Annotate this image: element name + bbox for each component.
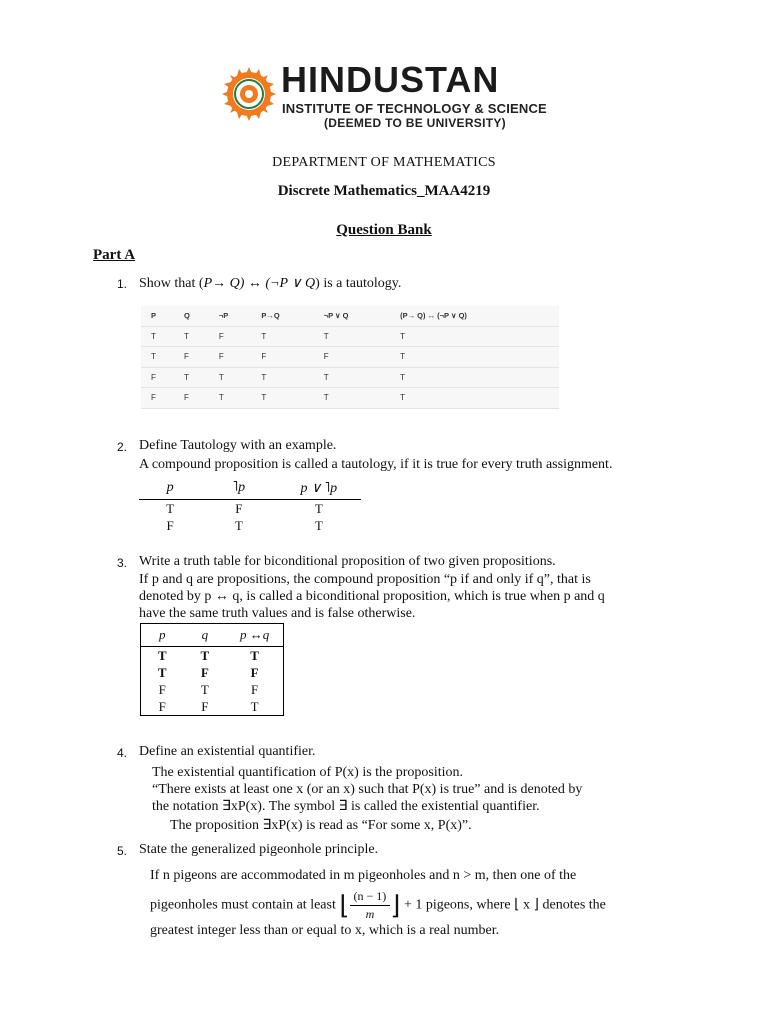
table-cell: T	[141, 326, 174, 347]
table-cell: T	[314, 517, 323, 533]
table-cell: T	[157, 647, 167, 663]
table-cell: T	[174, 367, 209, 388]
brand-name: HINDUSTAN	[281, 59, 500, 100]
answer-5-line-1: If n pigeons are accommodated in m pigeonholes and n > m, then one of the	[150, 868, 577, 883]
table-cell: T	[234, 517, 243, 533]
question-number-1: 1.	[117, 277, 128, 291]
table-cell: T	[174, 326, 209, 347]
table-header-row	[141, 624, 284, 647]
table-header: q	[183, 624, 226, 647]
table-row	[141, 388, 559, 409]
question-4: Define an existential quantifier.	[139, 744, 316, 759]
table-header: ¬P ∨ Q	[314, 306, 390, 326]
table-cell: T	[314, 500, 323, 516]
answer-5-line-2b: + 1 pigeons, where ⌊ x ⌋ denotes the	[403, 897, 606, 913]
section-heading: Part A	[93, 247, 136, 263]
brand-subtitle: INSTITUTE OF TECHNOLOGY & SCIENCE	[282, 101, 547, 116]
table-cell: T	[250, 647, 259, 663]
table-header: p ↔q	[226, 624, 283, 647]
question-1-post: ) is a tautology.	[315, 276, 402, 291]
table-cell: T	[390, 388, 559, 409]
table-row	[139, 500, 361, 518]
question-5: State the generalized pigeonhole principle.	[139, 842, 379, 857]
table-row	[139, 517, 361, 534]
answer-4-line-1: The existential quantification of P(x) is the proposition.	[152, 765, 464, 780]
table-cell: F	[141, 388, 174, 409]
table-cell: F	[251, 681, 259, 697]
table-cell: T	[200, 681, 209, 697]
table-cell: F	[250, 664, 259, 680]
table-cell: T	[250, 698, 259, 714]
question-1-expr: P→ Q) ↔ (¬P ∨ Q	[203, 276, 316, 291]
answer-5-line-2	[150, 888, 606, 923]
table-header: p ∨ ˥p	[277, 477, 361, 500]
answer-3-line-3: have the same truth values and is false otherwise.	[139, 606, 416, 621]
table-cell: T	[390, 367, 559, 388]
truth-table-1	[141, 306, 559, 409]
table-header: p	[139, 477, 201, 500]
table-header: P→Q	[251, 306, 313, 326]
table-cell: F	[174, 388, 209, 409]
table-header: p	[141, 624, 184, 647]
fraction	[350, 888, 391, 923]
table-cell: T	[251, 367, 313, 388]
table-cell: F	[158, 698, 166, 714]
table-cell: F	[314, 347, 390, 368]
department-title: DEPARTMENT OF MATHEMATICS	[272, 155, 496, 170]
table-cell: T	[314, 326, 390, 347]
table-header-row	[139, 477, 361, 500]
truth-table-2	[139, 477, 361, 534]
course-title: Discrete Mathematics_MAA4219	[277, 183, 491, 199]
table-cell: T	[390, 326, 559, 347]
table-cell: T	[157, 664, 167, 680]
table-row	[141, 664, 284, 681]
answer-5-line-3: greatest integer less than or equal to x, which is a real number.	[150, 923, 500, 938]
truth-table-3	[140, 623, 284, 716]
table-cell: F	[141, 367, 174, 388]
table-cell: F	[209, 326, 252, 347]
table-header: Q	[174, 306, 209, 326]
table-cell: T	[251, 326, 313, 347]
table-header-row	[141, 306, 559, 326]
table-row	[141, 647, 284, 665]
table-cell: F	[158, 681, 166, 697]
right-floor-bracket-icon: ⌋	[390, 891, 401, 920]
brand-subtitle-2: (DEEMED TO BE UNIVERSITY)	[324, 116, 506, 130]
table-cell: F	[166, 517, 174, 533]
question-1-pre: Show that (	[139, 276, 204, 291]
table-cell: F	[201, 698, 209, 714]
table-cell: T	[166, 500, 175, 516]
fraction-denominator: m	[365, 907, 375, 921]
table-cell: T	[314, 367, 390, 388]
question-number-4: 4.	[117, 746, 128, 760]
table-cell: T	[314, 388, 390, 409]
table-cell: T	[141, 347, 174, 368]
table-cell: F	[200, 664, 209, 680]
table-row	[141, 347, 559, 368]
table-cell: T	[209, 367, 252, 388]
answer-4-line-3: the notation ∃xP(x). The symbol ∃ is called the existential quantifier.	[152, 799, 540, 814]
university-seal-icon	[222, 67, 276, 121]
table-cell: T	[209, 388, 252, 409]
question-2: Define Tautology with an example.	[139, 438, 337, 453]
table-cell: F	[235, 500, 243, 516]
answer-2: A compound proposition is called a tautology, if it is true for every truth assignment.	[139, 457, 613, 472]
table-cell: F	[174, 347, 209, 368]
table-row	[141, 326, 559, 347]
question-number-2: 2.	[117, 440, 128, 454]
answer-3-line-2: denoted by p ↔ q, is called a biconditional proposition, which is true when p and q	[139, 589, 605, 604]
table-cell: F	[209, 347, 252, 368]
answer-3-line-1: If p and q are propositions, the compound proposition “p if and only if q”, that is	[139, 572, 591, 587]
table-header: ˥p	[201, 477, 276, 500]
table-row	[141, 681, 284, 698]
answer-4-line-2: “There exists at least one x (or an x) such that P(x) is true” and is denoted by	[152, 782, 583, 797]
table-cell: T	[251, 388, 313, 409]
answer-5-line-2a: pigeonholes must contain at least	[150, 897, 336, 913]
table-header: P	[141, 306, 174, 326]
answer-4-line-4: The proposition ∃xP(x) is read as “For some x, P(x)”.	[170, 818, 472, 833]
question-3: Write a truth table for biconditional proposition of two given propositions.	[139, 554, 556, 569]
question-1	[139, 275, 401, 292]
table-row	[141, 698, 284, 716]
question-number-3: 3.	[117, 556, 128, 570]
fraction-numerator: (n − 1)	[350, 888, 391, 906]
table-cell: T	[200, 647, 210, 663]
table-cell: F	[251, 347, 313, 368]
table-header: ¬P	[209, 306, 252, 326]
question-number-5: 5.	[117, 844, 128, 858]
table-header: (P→ Q) ↔ (¬P ∨ Q)	[390, 306, 559, 326]
table-row	[141, 367, 559, 388]
page-title: Question Bank	[336, 222, 432, 238]
table-cell: T	[390, 347, 559, 368]
left-floor-bracket-icon: ⌊	[339, 891, 350, 920]
